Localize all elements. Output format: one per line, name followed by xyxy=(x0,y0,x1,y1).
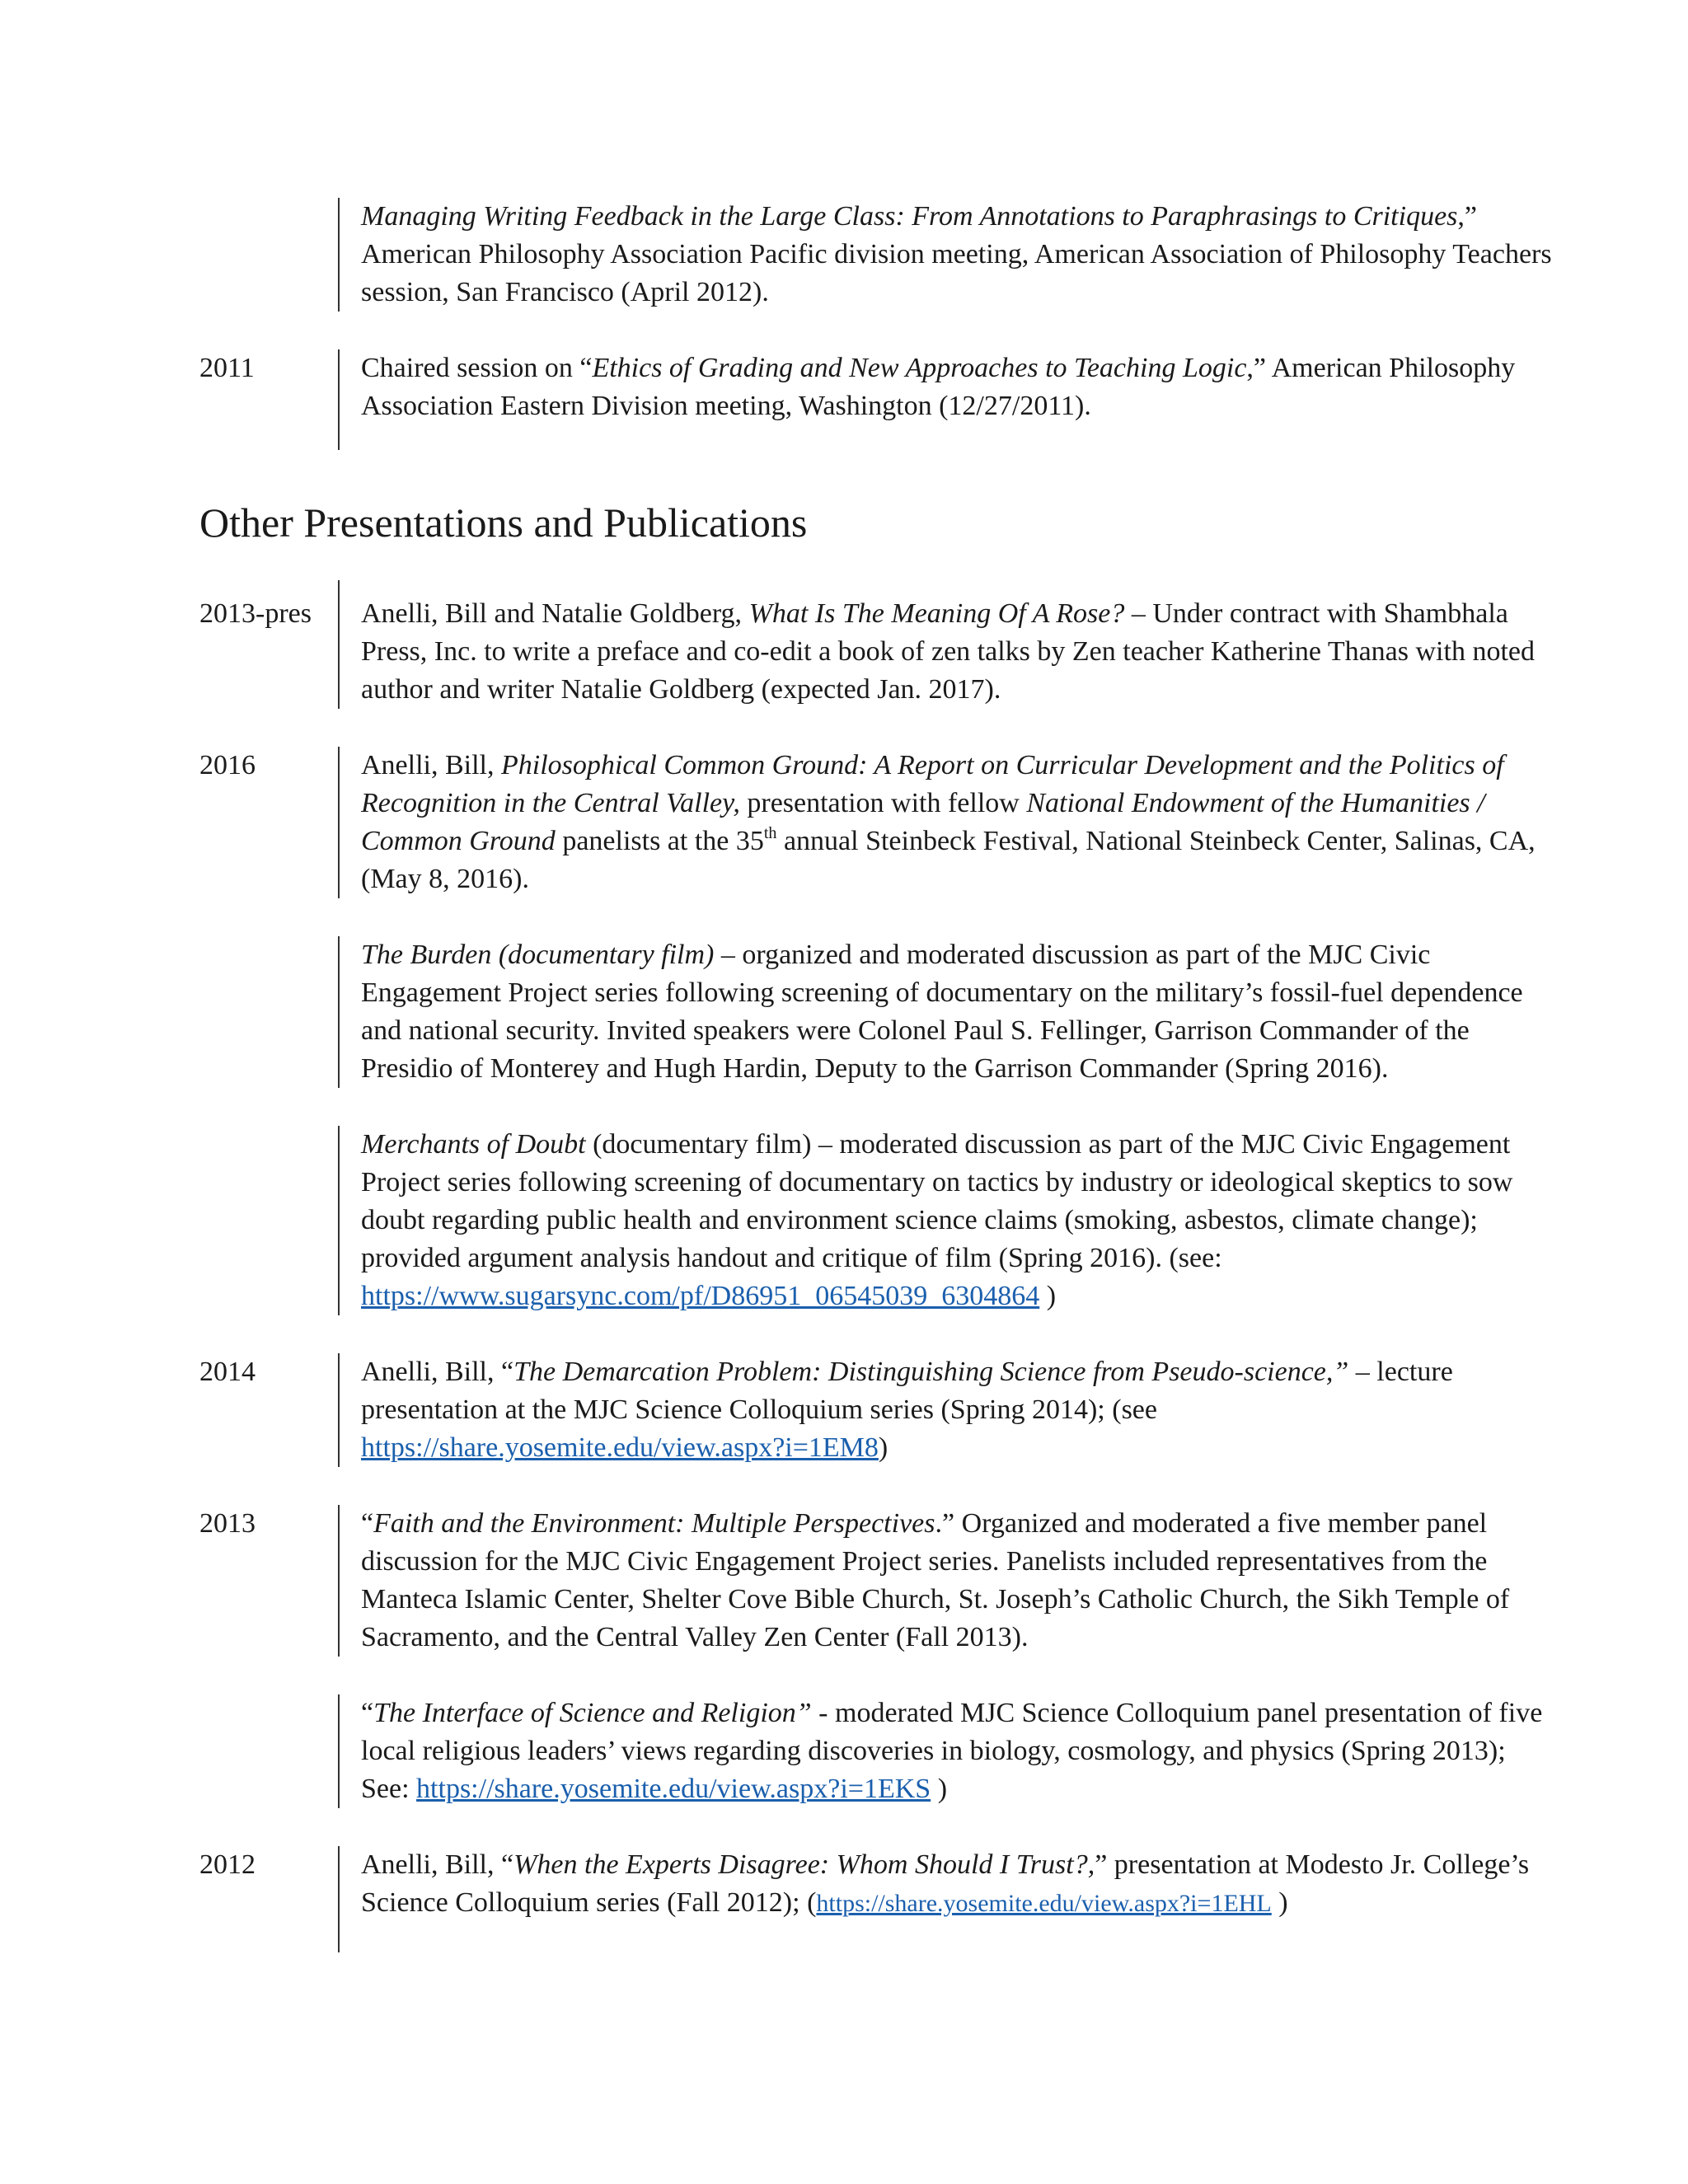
list-item xyxy=(199,1505,1559,1694)
section-heading: Other Presentations and Publications xyxy=(199,499,808,546)
entry-prefix: Anelli, Bill, xyxy=(361,750,501,780)
entry-suffix: ) xyxy=(931,1774,948,1804)
list-item xyxy=(199,349,1559,450)
entry-detail: annual Steinbeck Festival, National Steinbeck Center, Salinas, CA, (May 8, 2016). xyxy=(361,826,1536,894)
entry-year: 2011 xyxy=(199,353,255,383)
entry-year: 2012 xyxy=(199,1849,256,1880)
entry-suffix: ) xyxy=(1271,1887,1288,1918)
colloquium-link[interactable]: https://share.yosemite.edu/view.aspx?i=1EKS xyxy=(416,1774,931,1804)
entry-text xyxy=(340,349,1559,450)
entry-year: 2013 xyxy=(199,1508,256,1539)
entry-text xyxy=(340,198,1559,312)
entry-title: Ethics of Grading and New Approaches to Teaching Logic xyxy=(592,353,1247,383)
entry-detail: ,” American Philosophy Association Pacific division meeting, American Association of Philosophy Teachers session, San Francisco (April 2012). xyxy=(361,201,1552,307)
list-item xyxy=(199,1353,1559,1505)
entry-title: What Is The Meaning Of A Rose? – xyxy=(748,598,1146,629)
entry-detail: .” Organized and moderated a five member panel discussion for the MJC Civic Engagement Project series. Panelists included representatives from the Manteca Islamic Center, Shelter Cove Bible Church, St. Joseph’s Catholic Church, the Sikh Temple of Sacramento, and the Central Valley Zen Center (Fall 2013). xyxy=(361,1508,1510,1652)
conference-sessions-list xyxy=(199,198,1559,450)
entry-title: The Interface of Science and Religion” - xyxy=(373,1698,828,1728)
entry-detail: (documentary film) – moderated discussion as part of the MJC Civic Engagement Project series following screening of documentary on tactics by industry or ideological skeptics to sow doubt regarding public health and environment science claims (smoking, asbestos, climate change); provided argument analysis handout and critique of film (Spring 2016). (see: xyxy=(361,1129,1513,1273)
list-item xyxy=(199,198,1559,349)
list-item xyxy=(199,1694,1559,1846)
colloquium-link[interactable]: https://share.yosemite.edu/view.aspx?i=1EHL xyxy=(816,1890,1272,1917)
list-item xyxy=(199,747,1559,936)
list-item xyxy=(199,1846,1559,1952)
entry-text xyxy=(340,580,1559,709)
entry-prefix: “ xyxy=(361,1508,374,1539)
entry-year: 2016 xyxy=(199,750,256,780)
entry-detail: panelists at the 35 xyxy=(555,826,764,856)
entry-suffix: ) xyxy=(1039,1281,1057,1311)
entry-detail: ” presentation at Modesto Jr. College’s Science Colloquium series (Fall 2012); ( xyxy=(361,1849,1530,1918)
entry-detail: Under contract with Shambhala Press, Inc. to write a preface and co-edit a book of zen talks by Zen teacher Katherine Thanas with noted author and writer Natalie Goldberg (expected Jan. 2017). xyxy=(361,598,1535,705)
entry-year: 2014 xyxy=(199,1357,256,1387)
entry-text xyxy=(340,1353,1559,1467)
entry-detail: moderated MJC Science Colloquium panel presentation of five local religious leaders’ views regarding discoveries in biology, cosmology, and physics (Spring 2013); See: xyxy=(361,1698,1543,1804)
entry-year xyxy=(199,198,338,312)
entry-title: When the Experts Disagree: Whom Should I Trust?, xyxy=(513,1849,1095,1880)
entry-suffix: ) xyxy=(878,1432,889,1463)
entry-prefix: Anelli, Bill and Natalie Goldberg, xyxy=(361,598,749,629)
entry-text xyxy=(340,936,1559,1088)
entry-year: 2013-pres xyxy=(199,598,312,629)
list-item xyxy=(199,580,1559,747)
entry-detail: ,” American Philosophy Association Eastern Division meeting, Washington (12/27/2011). xyxy=(361,353,1516,421)
entry-title: The Burden (documentary film) – xyxy=(361,940,735,970)
entry-title: Philosophical Common Ground: A Report on Curricular Development and the Politics of Recognition in the Central Valley, xyxy=(361,750,1504,818)
ordinal-suffix: th xyxy=(763,824,777,842)
list-item xyxy=(199,1126,1559,1353)
entry-title-secondary: National Endowment of the Humanities / Common Ground xyxy=(361,788,1485,856)
presentations-list xyxy=(199,580,1559,1952)
entry-text xyxy=(340,747,1559,898)
entry-prefix: Anelli, Bill, “ xyxy=(361,1849,514,1880)
entry-text xyxy=(340,1505,1559,1657)
entry-year xyxy=(199,936,338,1088)
entry-detail: organized and moderated discussion as part of the MJC Civic Engagement Project series following screening of documentary on the military’s fossil-fuel dependence and national security. Invited speakers were Colonel Paul S. Fellinger, Garrison Commander of the Presidio of Monterey and Hugh Hardin, Deputy to the Garrison Commander (Spring 2016). xyxy=(361,940,1523,1084)
entry-title: The Demarcation Problem: Distinguishing Science from Pseudo-science,” – xyxy=(513,1357,1370,1387)
entry-prefix: Chaired session on “ xyxy=(361,353,593,383)
entry-text xyxy=(340,1694,1559,1808)
entry-text xyxy=(340,1126,1559,1315)
entry-detail: presentation with fellow xyxy=(739,788,1027,818)
entry-title: Merchants of Doubt xyxy=(361,1129,586,1160)
entry-title: Managing Writing Feedback in the Large Class: From Annotations to Paraphrasings to Critiques xyxy=(361,201,1458,232)
sugarsync-link[interactable]: https://www.sugarsync.com/pf/D86951_06545039_6304864 xyxy=(361,1281,1040,1311)
colloquium-link[interactable]: https://share.yosemite.edu/view.aspx?i=1EM8 xyxy=(361,1432,879,1463)
entry-text xyxy=(340,1846,1559,1952)
entry-year xyxy=(199,1126,338,1315)
entry-title: Faith and the Environment: Multiple Perspectives xyxy=(373,1508,935,1539)
entry-detail: lecture presentation at the MJC Science Colloquium series (Spring 2014); (see xyxy=(361,1357,1453,1425)
entry-prefix: “ xyxy=(361,1698,374,1728)
entry-year xyxy=(199,1694,338,1808)
list-item xyxy=(199,936,1559,1126)
entry-prefix: Anelli, Bill, “ xyxy=(361,1357,514,1387)
